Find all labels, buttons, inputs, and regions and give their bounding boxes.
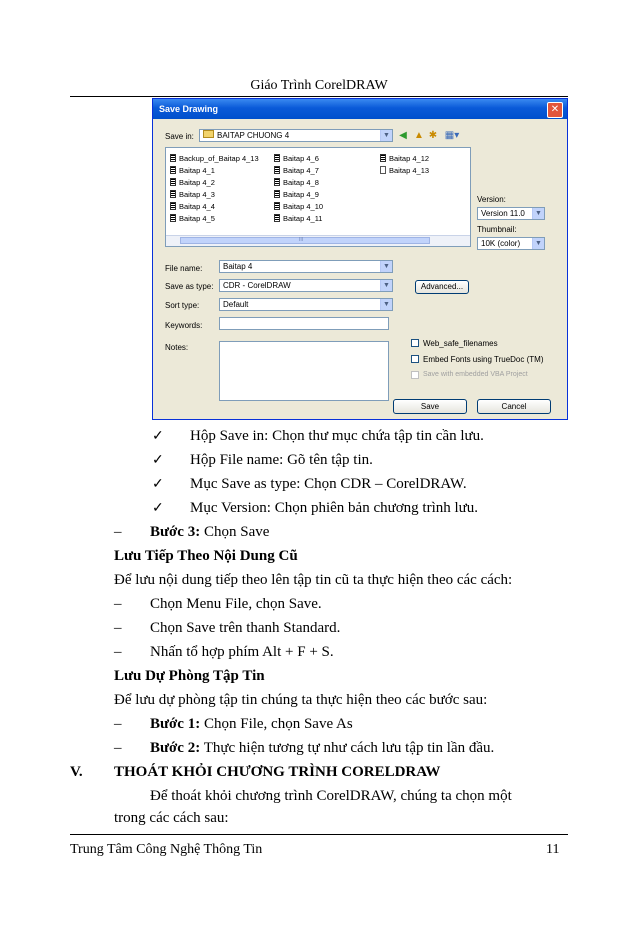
section-intro: Để lưu nội dung tiếp theo lên tập tin cũ ta thực hiện theo các cách: (114, 572, 513, 588)
thumbnail-dropdown[interactable]: 10K (color) ▼ (477, 237, 545, 250)
new-folder-icon[interactable]: ✱ (428, 130, 438, 141)
horizontal-scrollbar[interactable] (166, 235, 470, 246)
list-item: Chọn Save trên thanh Standard. (150, 620, 341, 636)
save-drawing-dialog (152, 98, 568, 420)
file-icon (274, 190, 280, 198)
list-item[interactable]: Backup_of_Baitap 4_13 (170, 154, 259, 163)
list-item[interactable]: Baitap 4_13 (380, 166, 429, 175)
file-icon (274, 154, 280, 162)
paragraph-line: trong các cách sau: (114, 810, 229, 826)
web-safe-checkbox[interactable] (411, 339, 419, 347)
version-dropdown[interactable]: Version 11.0 ▼ (477, 207, 545, 220)
dialog-title: Save Drawing (153, 99, 567, 119)
file-icon (170, 178, 176, 186)
file-icon (170, 202, 176, 210)
check-icon: ✓ (152, 429, 164, 444)
sort-type-dropdown[interactable]: Default ▼ (219, 298, 393, 311)
save-button[interactable]: Save (393, 399, 467, 414)
keywords-label: Keywords: (165, 321, 203, 330)
file-icon (380, 154, 386, 162)
file-icon (274, 178, 280, 186)
save-as-type-dropdown[interactable]: CDR - CorelDRAW ▼ (219, 279, 393, 292)
web-safe-label: Web_safe_filenames (423, 339, 498, 348)
dash-marker: – (114, 716, 122, 732)
section-heading: Lưu Dự Phòng Tập Tin (114, 668, 265, 684)
dash-marker: – (114, 644, 122, 660)
file-icon (170, 154, 176, 162)
save-as-type-label: Save as type: (165, 282, 214, 291)
vba-label: Save with embedded VBA Project (423, 371, 528, 378)
bullet-item: Mục Save as type: Chọn CDR – CorelDRAW. (190, 476, 467, 492)
dash-marker: – (114, 524, 122, 540)
chevron-down-icon[interactable]: ▼ (532, 208, 544, 219)
header-rule (70, 96, 568, 97)
step-2: Bước 2: Thực hiện tương tự như cách lưu tập tin lần đầu. (150, 740, 495, 756)
list-item[interactable]: Baitap 4_2 (170, 178, 215, 187)
bullet-item: Hộp Save in: Chọn thư mục chứa tập tin cần lưu. (190, 428, 484, 444)
list-item[interactable]: Baitap 4_11 (274, 214, 322, 223)
list-item[interactable]: Baitap 4_9 (274, 190, 319, 199)
list-item[interactable]: Baitap 4_6 (274, 154, 319, 163)
list-item[interactable]: Baitap 4_1 (170, 166, 215, 175)
notes-textarea[interactable] (219, 341, 389, 401)
list-item[interactable]: Baitap 4_5 (170, 214, 215, 223)
chevron-down-icon[interactable]: ▼ (532, 238, 544, 249)
list-item: Nhấn tổ hợp phím Alt + F + S. (150, 644, 334, 660)
check-icon: ✓ (152, 501, 164, 516)
page-header: Giáo Trình CorelDRAW (250, 78, 388, 93)
chevron-down-icon[interactable]: ▼ (380, 280, 392, 291)
page-number: 11 (546, 842, 560, 857)
back-icon[interactable]: ◀ (399, 130, 407, 141)
embed-fonts-label: Embed Fonts using TrueDoc (TM) (423, 355, 544, 364)
file-icon (170, 190, 176, 198)
chevron-down-icon[interactable]: ▼ (380, 130, 392, 141)
notes-label: Notes: (165, 343, 189, 352)
section-heading: Lưu Tiếp Theo Nội Dung Cũ (114, 548, 298, 564)
section-heading: THOÁT KHỎI CHƯƠNG TRÌNH CORELDRAW (114, 764, 441, 780)
paragraph-line: Để thoát khỏi chương trình CorelDRAW, chúng ta chọn một (150, 788, 512, 804)
file-icon (380, 166, 386, 174)
list-item[interactable]: Baitap 4_3 (170, 190, 215, 199)
dash-marker: – (114, 596, 122, 612)
dash-marker: – (114, 620, 122, 636)
file-icon (274, 202, 280, 210)
footer-text: Trung Tâm Công Nghệ Thông Tin (70, 842, 263, 857)
view-menu-icon[interactable]: ▦▾ (444, 130, 460, 141)
save-in-dropdown[interactable] (199, 129, 393, 142)
version-label: Version: (477, 195, 506, 204)
save-in-label: Save in: (165, 132, 194, 141)
advanced-button[interactable]: Advanced... (415, 280, 469, 294)
close-icon[interactable]: ✕ (547, 102, 563, 118)
save-in-value: BAITAP CHUONG 4 (217, 131, 290, 140)
file-list[interactable] (165, 147, 471, 247)
list-item[interactable]: Baitap 4_12 (380, 154, 429, 163)
up-folder-icon[interactable]: ▲ (414, 130, 424, 141)
file-icon (274, 214, 280, 222)
check-icon: ✓ (152, 477, 164, 492)
list-item[interactable]: Baitap 4_4 (170, 202, 215, 211)
step-3: Bước 3: Chọn Save (150, 524, 270, 540)
file-icon (274, 166, 280, 174)
step-1: Bước 1: Chọn File, chọn Save As (150, 716, 353, 732)
folder-icon (203, 130, 214, 138)
chevron-down-icon[interactable]: ▼ (380, 261, 392, 272)
cancel-button[interactable]: Cancel (477, 399, 551, 414)
footer-rule (70, 834, 568, 835)
vba-checkbox (411, 371, 419, 379)
section-number: V. (70, 764, 83, 780)
scrollbar-thumb[interactable]: III (180, 237, 430, 244)
list-item[interactable]: Baitap 4_10 (274, 202, 323, 211)
dash-marker: – (114, 740, 122, 756)
bullet-item: Hộp File name: Gõ tên tập tin. (190, 452, 373, 468)
sort-type-label: Sort type: (165, 301, 200, 310)
file-icon (170, 166, 176, 174)
embed-fonts-checkbox[interactable] (411, 355, 419, 363)
file-name-input[interactable]: Baitap 4 ▼ (219, 260, 393, 273)
list-item[interactable]: Baitap 4_8 (274, 178, 319, 187)
keywords-input[interactable] (219, 317, 389, 330)
file-icon (170, 214, 176, 222)
file-name-label: File name: (165, 264, 203, 273)
thumbnail-label: Thumbnail: (477, 225, 517, 234)
check-icon: ✓ (152, 453, 164, 468)
chevron-down-icon[interactable]: ▼ (380, 299, 392, 310)
list-item[interactable]: Baitap 4_7 (274, 166, 319, 175)
list-item: Chọn Menu File, chọn Save. (150, 596, 322, 612)
bullet-item: Mục Version: Chọn phiên bản chương trình lưu. (190, 500, 479, 516)
section-intro: Để lưu dự phòng tập tin chúng ta thực hiện theo các bước sau: (114, 692, 488, 708)
